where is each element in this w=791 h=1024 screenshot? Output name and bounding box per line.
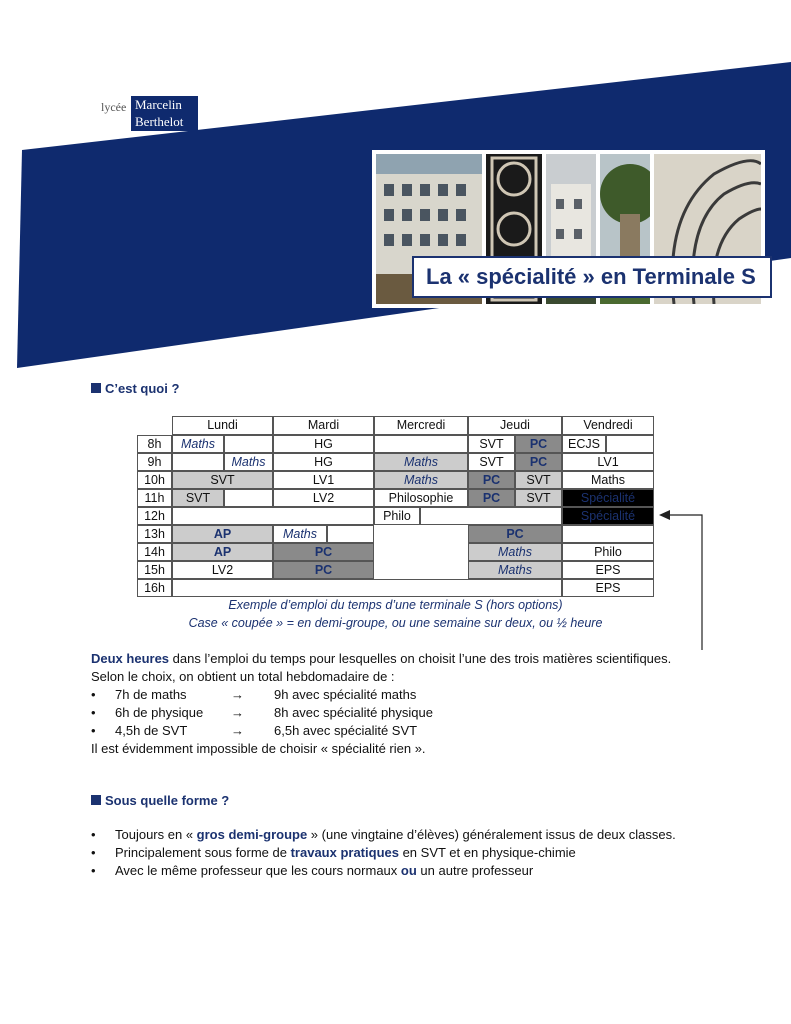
class-cell bbox=[562, 525, 654, 543]
class-cell bbox=[224, 435, 273, 453]
class-cell: PC bbox=[273, 561, 374, 579]
class-cell: HG bbox=[273, 435, 374, 453]
class-cell: PC bbox=[468, 489, 515, 507]
arrow-right-icon: → bbox=[231, 723, 244, 738]
hour-label: 16h bbox=[137, 579, 172, 597]
class-cell: EPS bbox=[562, 561, 654, 579]
day-header: Mercredi bbox=[374, 416, 468, 435]
class-cell: SVT bbox=[515, 489, 562, 507]
class-cell bbox=[606, 435, 654, 453]
hour-label: 12h bbox=[137, 507, 172, 525]
section-heading-forme: Sous quelle forme ? bbox=[91, 793, 229, 808]
class-cell: Philo bbox=[374, 507, 420, 525]
class-cell: AP bbox=[172, 525, 273, 543]
class-cell: ECJS bbox=[562, 435, 606, 453]
timetable bbox=[137, 416, 654, 597]
class-cell: LV2 bbox=[172, 561, 273, 579]
class-cell: SVT bbox=[172, 489, 224, 507]
class-cell: PC bbox=[273, 543, 374, 561]
class-cell bbox=[327, 525, 374, 543]
class-cell bbox=[172, 453, 224, 471]
class-cell bbox=[420, 507, 562, 525]
hour-label: 10h bbox=[137, 471, 172, 489]
section-heading-cest-quoi: C’est quoi ? bbox=[91, 381, 179, 396]
class-cell: SVT bbox=[515, 471, 562, 489]
class-cell: SVT bbox=[172, 471, 273, 489]
timetable-caption-note: Case « coupée » = en demi-groupe, ou une semaine sur deux, ou ½ heure bbox=[188, 616, 603, 630]
class-cell: Maths bbox=[224, 453, 273, 471]
class-cell: HG bbox=[273, 453, 374, 471]
class-cell: Maths bbox=[374, 453, 468, 471]
day-header: Jeudi bbox=[468, 416, 562, 435]
specialite-cell: Spécialité bbox=[562, 507, 654, 525]
timetable-caption: Exemple d’emploi du temps d’une terminale S (hors options) bbox=[228, 598, 563, 612]
class-cell bbox=[172, 579, 562, 597]
arrow-right-icon: → bbox=[231, 705, 244, 720]
class-cell: Philosophie bbox=[374, 489, 468, 507]
paragraph-selon: Selon le choix, on obtient un total hebdomadaire de : bbox=[91, 669, 395, 684]
class-cell bbox=[172, 507, 374, 525]
hour-label: 9h bbox=[137, 453, 172, 471]
paragraph-impossible: Il est évidemment impossible de choisir « spécialité rien ». bbox=[91, 741, 426, 756]
specialite-cell: Spécialité bbox=[562, 489, 654, 507]
class-cell bbox=[374, 435, 468, 453]
day-header: Vendredi bbox=[562, 416, 654, 435]
class-cell: Maths bbox=[468, 543, 562, 561]
class-cell: PC bbox=[515, 435, 562, 453]
class-cell: PC bbox=[468, 525, 562, 543]
day-header: Lundi bbox=[172, 416, 273, 435]
paragraph-deux-heures: Deux heures dans l’emploi du temps pour lesquelles on choisit l’une des trois matières scientifiques. bbox=[91, 651, 672, 666]
class-cell: AP bbox=[172, 543, 273, 561]
class-cell: Maths bbox=[374, 471, 468, 489]
class-cell: PC bbox=[515, 453, 562, 471]
class-cell: PC bbox=[468, 471, 515, 489]
class-cell: Maths bbox=[468, 561, 562, 579]
class-cell: SVT bbox=[468, 453, 515, 471]
hour-label: 8h bbox=[137, 435, 172, 453]
class-cell: Maths bbox=[562, 471, 654, 489]
hour-label: 11h bbox=[137, 489, 172, 507]
class-cell: LV1 bbox=[273, 471, 374, 489]
class-cell: Maths bbox=[273, 525, 327, 543]
hour-label: 15h bbox=[137, 561, 172, 579]
hour-label: 13h bbox=[137, 525, 172, 543]
page-title: La « spécialité » en Terminale S bbox=[412, 256, 772, 298]
class-cell: Philo bbox=[562, 543, 654, 561]
class-cell: LV1 bbox=[562, 453, 654, 471]
square-bullet-icon bbox=[91, 795, 101, 805]
hour-label: 14h bbox=[137, 543, 172, 561]
class-cell: EPS bbox=[562, 579, 654, 597]
class-cell: SVT bbox=[468, 435, 515, 453]
class-cell bbox=[224, 489, 273, 507]
arrow-right-icon: → bbox=[231, 687, 244, 702]
square-bullet-icon bbox=[91, 383, 101, 393]
class-cell: LV2 bbox=[273, 489, 374, 507]
class-cell: Maths bbox=[172, 435, 224, 453]
arrow-pointer-icon bbox=[656, 508, 706, 650]
day-header: Mardi bbox=[273, 416, 374, 435]
